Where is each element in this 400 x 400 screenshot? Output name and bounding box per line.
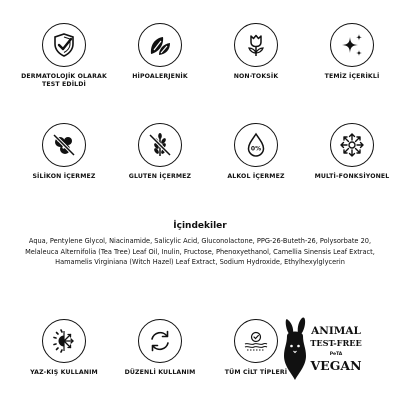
badge-label: YAZ-KIŞ KULLANIM	[30, 369, 98, 376]
badge-label: SİLİKON İÇERMEZ	[32, 173, 96, 180]
badge-gluten-free	[112, 123, 208, 181]
badge-label: DERMATOLOJİK OLARAK TEST EDİLDİ	[21, 73, 107, 88]
badge-hypoallergenic	[112, 23, 208, 81]
badge-label: DÜZENLİ KULLANIM	[124, 369, 196, 376]
badge-label: GLUTEN İÇERMEZ	[128, 173, 192, 180]
flower-icon	[243, 32, 269, 58]
peta-logo-text: PeTA	[329, 352, 343, 357]
badge-multi-function	[304, 123, 400, 181]
sun-snowflake-icon	[51, 328, 77, 354]
animal-test-free-vegan-badge	[284, 314, 366, 386]
badge-label: TÜM CİLT TİPLERİ	[224, 369, 288, 376]
badge-clean	[304, 23, 400, 81]
badge-alcohol-free	[208, 123, 304, 181]
skin-icon	[242, 327, 270, 355]
ingredients-text: Aqua, Pentylene Glycol, Niacinamide, Salicylic Acid, Gluconolactone, PPG-26-Buteth-26, Polysorbate 20, Melaleuca Alternifolia (Tea Tree) Leaf Oil, Inulin, Fructose, Phenoxyethanol, Camellia Sinensis Leaf Extract, Hamamelis Virginiana (Witch Hazel) Leaf Extract, Sodium Hydroxide, Ethylhexylglycerin	[25, 237, 375, 267]
badge-all-seasons	[16, 319, 112, 377]
badge-label: TEMİZ İÇERİKLİ	[324, 73, 380, 80]
no-gluten-icon	[146, 131, 174, 159]
badge-silicone-free	[16, 123, 112, 181]
leaves-icon	[147, 32, 173, 58]
drop-icon	[243, 132, 269, 158]
sparkles-icon	[339, 32, 365, 58]
arrows-expand-icon	[339, 132, 365, 158]
no-silicone-icon	[50, 131, 78, 159]
alcohol-percent-text: 0%	[250, 145, 262, 153]
animal-text: ANIMAL	[311, 325, 361, 337]
badge-label: ALKOL İÇERMEZ	[227, 173, 285, 180]
badge-label: MULTİ-FONKSİYONEL	[314, 173, 390, 180]
badge-label: HİPOALERJENİK	[132, 73, 188, 80]
badge-non-toxic	[208, 23, 304, 81]
bunny-icon	[284, 317, 306, 384]
badge-dermatological	[16, 23, 112, 89]
vegan-text: VEGAN	[310, 358, 362, 373]
badge-label: NON-TOKSİK	[233, 73, 279, 80]
ingredients-title: İçindekiler	[173, 221, 227, 231]
cycle-icon	[147, 328, 173, 354]
shield-check-icon	[51, 32, 77, 58]
test-free-text: TEST-FREE	[310, 338, 362, 348]
badge-regular-use	[112, 319, 208, 377]
